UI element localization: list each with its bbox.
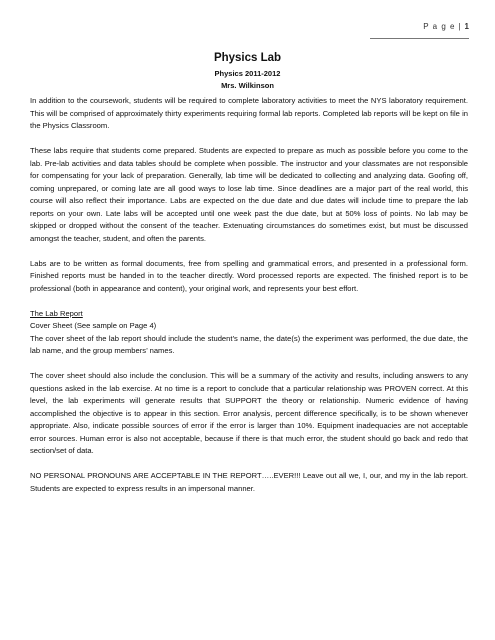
paragraph-conclusion: The cover sheet should also include the conclusion. This will be a summary of the activity and results, including answers to any questions asked in the lab exercise. At no time is a report to conclude that a particular relationship was PROVEN correct. At this level, the lab experiments will generate results that SUPPORT the theory or relationship. Numeric evidence of having accomplished the objective is to appear in this section. Error analysis, percent difference specifically, is to be shown whenever appropriate. Also, indicate possible sources of error if the error is larger than 10%. Equipment inadequacies are not acceptable error sources. Human error is also not acceptable, because if there is that much error, the student should go back and redo that section/set of data.: [30, 371, 468, 455]
page-label: P a g e: [423, 22, 456, 31]
paragraph-cover-sheet: The cover sheet of the lab report should include the student’s name, the date(s) the experiment was performed, the due date, the lab name, and the group members’ names.: [30, 333, 468, 355]
header-rule: [370, 38, 469, 39]
paragraph-pronouns: NO PERSONAL PRONOUNS ARE ACCEPTABLE IN THE REPORT…..EVER!!! Leave out all we, I, our, and my in the lab report. Students are expected to express results in an impersonal manner.: [30, 471, 468, 493]
paragraph-format: Labs are to be written as formal documents, free from spelling and grammatical errors, and presented in a professional form. Finished reports must be handed in to the teacher directly. Word processed reports are expected. The finished report is to be professional (both in appearance and content), your original work, and represents your best effort.: [30, 258, 468, 293]
paragraph-preparation: These labs require that students come prepared. Students are expected to prepare as much as possible before you come to the lab. Pre-lab activities and data tables should be complete when possible. The instructor and your classmates are not responsible for compensating for your lack of preparation. Generally, lab time will be dedicated to collecting and analyzing data. Goofing off, coming unprepared, or coming late are all good ways to lose lab time. Since deadlines are a major part of the real world, this course will also reflect their importance. Labs are expected on the due date and due dates will include time to prepare the lab reports on your own. Late labs will be accepted until one week past the due date, but at 50% loss of points. No lab may be skipped or dropped without the consent of the teacher. Extenuating circumstances do sometimes exist, but must be discussed amongst the teacher, student, and often the parents.: [30, 146, 468, 243]
page-number-value: 1: [464, 22, 469, 31]
section-heading-lab-report: The Lab Report: [30, 308, 83, 318]
document-header: [0, 52, 495, 92]
paragraph-intro: In addition to the coursework, students will be required to complete laboratory activities to meet the NYS laboratory requirement. This will be comprised of approximately thirty experiments requiring formal lab reports. Completed lab reports will be kept on file in the Physics Classroom.: [30, 96, 468, 130]
document-subtitle: Physics 2011-2012: [214, 69, 281, 78]
page-number: P a g e | 1: [423, 22, 469, 31]
document-body: [30, 95, 468, 508]
document-title: Physics Lab: [213, 52, 282, 64]
teacher-name: Mrs. Wilkinson: [221, 81, 274, 90]
cover-sheet-line: Cover Sheet (See sample on Page 4): [30, 321, 157, 330]
